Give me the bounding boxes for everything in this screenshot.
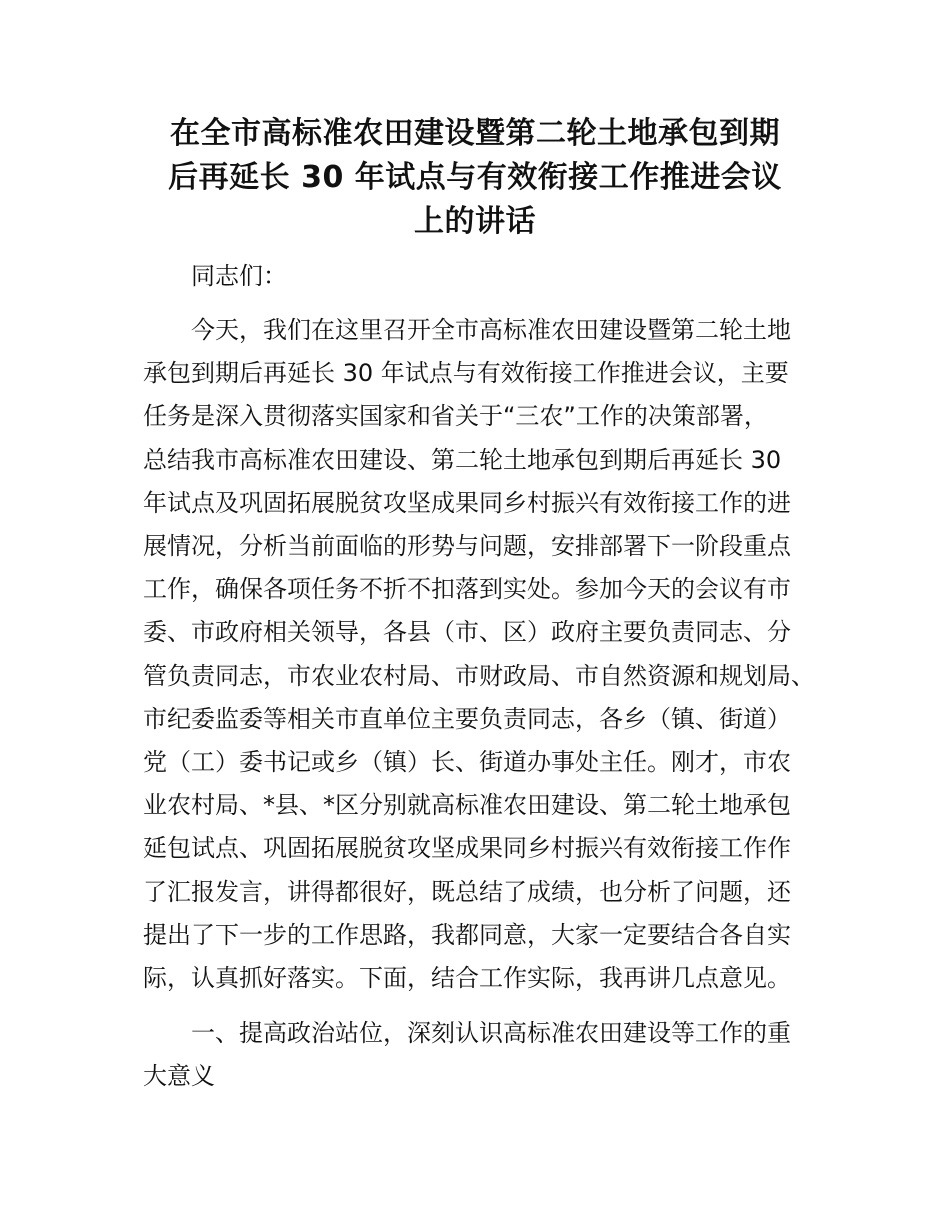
heading-line: 一、提高政治站位，深刻认识高标准农田建设等工作的重 [191,1019,791,1047]
paragraph-line: 延包试点、巩固拓展脱贫攻坚成果同乡村振兴有效衔接工作作 [143,834,791,863]
paragraph-line: 委、市政府相关领导，各县（市、区）政府主要负责同志、分 [143,618,791,647]
paragraph-line: 今天，我们在这里召开全市高标准农田建设暨第二轮土地 [191,316,791,344]
paragraph-line: 业农村局、*县、*区分别就高标准农田建设、第二轮土地承包 [143,791,791,820]
heading-line: 大意义 [143,1062,215,1091]
paragraph-line: 提出了下一步的工作思路，我都同意，大家一定要结合各自实 [143,920,791,949]
title-line: 上的讲话 [414,204,536,239]
paragraph-line: 年试点及巩固拓展脱贫攻坚成果同乡村振兴有效衔接工作的进 [143,488,791,517]
paragraph-line: 承包到期后再延长 30 年试点与有效衔接工作推进会议，主要 [143,359,789,388]
title-line: 在全市高标准农田建设暨第二轮土地承包到期 [170,116,780,151]
paragraph-1 [143,309,823,1000]
section-heading-1 [143,1012,823,1098]
paragraph-line: 市纪委监委等相关市直单位主要负责同志，各乡（镇、街道） [143,704,791,733]
paragraph-line: 管负责同志，市农业农村局、市财政局、市自然资源和规划局、 [143,661,815,690]
paragraph-line: 工作，确保各项任务不折不扣落到实处。参加今天的会议有市 [143,575,791,604]
greeting [143,255,823,298]
greeting-text: 同志们： [191,262,287,290]
paragraph-line: 了汇报发言，讲得都很好，既总结了成绩，也分析了问题，还 [143,877,791,906]
title-line: 后再延长 30 年试点与有效衔接工作推进会议 [168,160,782,195]
paragraph-line: 际，认真抓好落实。下面，结合工作实际，我再讲几点意见。 [143,964,791,993]
paragraph-line: 党（工）委书记或乡（镇）长、街道办事处主任。刚才，市农 [143,748,791,777]
document-title [120,112,830,244]
paragraph-line: 总结我市高标准农田建设、第二轮土地承包到期后再延长 30 [143,445,782,474]
paragraph-line: 展情况，分析当前面临的形势与问题，安排部署下一阶段重点 [143,532,791,561]
paragraph-line: 任务是深入贯彻落实国家和省关于“三农”工作的决策部署， [143,402,768,431]
